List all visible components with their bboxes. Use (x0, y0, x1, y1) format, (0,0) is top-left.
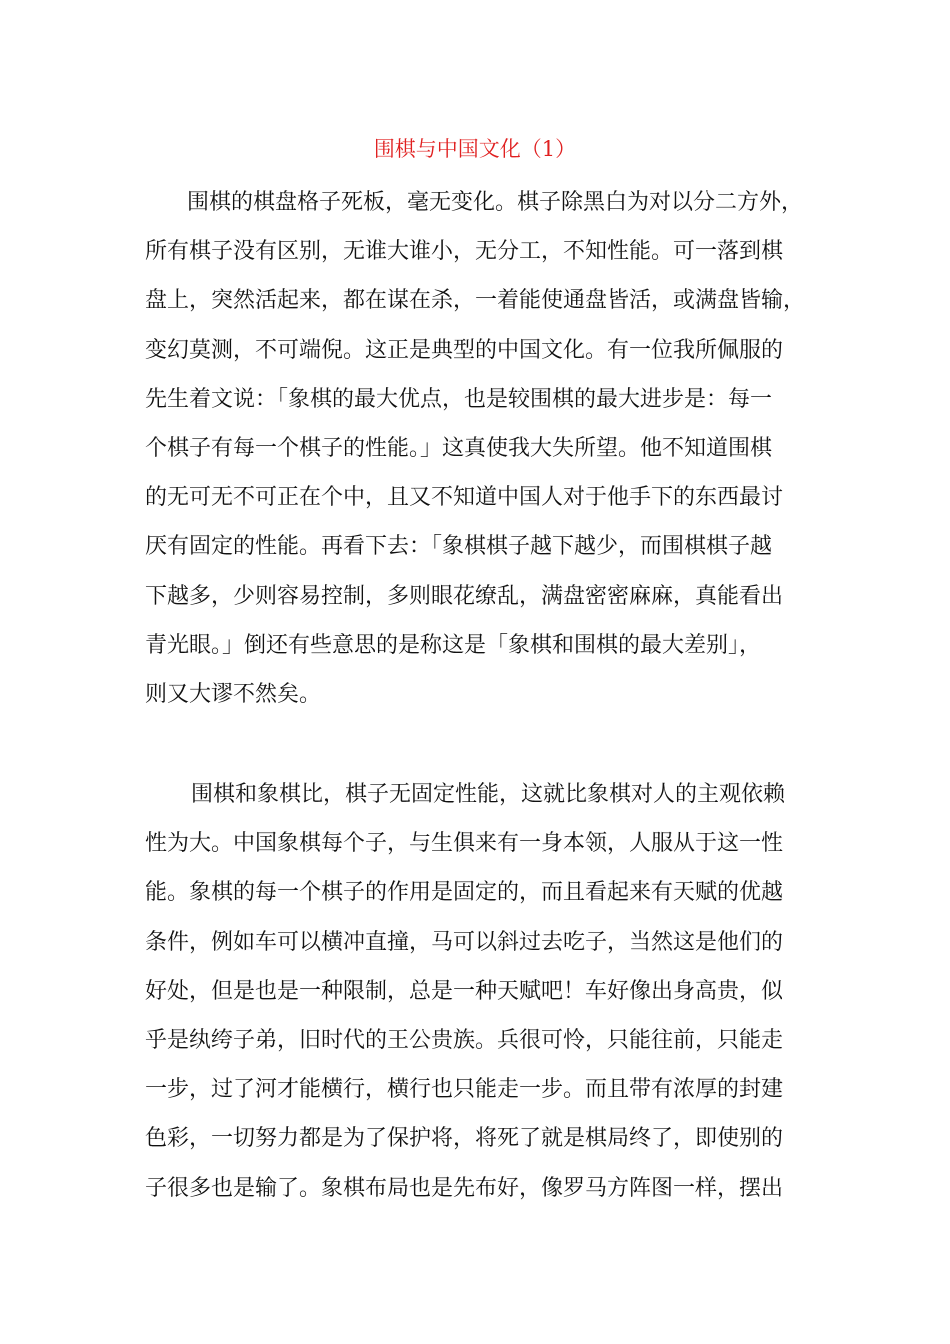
paragraph-2 (145, 770, 825, 1213)
paragraph-line: 好处，但是也是一种限制，总是一种天赋吧！车好像出身高贵，似 (145, 978, 784, 1004)
paragraph-line: 色彩，一切努力都是为了保护将，将死了就是棋局终了，即使别的 (145, 1126, 784, 1152)
paragraph-line: 青光眼。」倒还有些意思的是称这是「象棋和围棋的最大差别」， (145, 632, 762, 658)
paragraph-line: 的无可无不可正在个中，且又不知道中国人对于他手下的东西最讨 (145, 485, 784, 511)
paragraph-line: 性为大。中国象棋每个子，与生俱来有一身本领，人服从于这一性 (145, 831, 784, 857)
paragraph-line: 变幻莫测，不可端倪。这正是典型的中国文化。有一位我所佩服的 (145, 337, 784, 363)
paragraph-1 (145, 178, 825, 719)
paragraph-line: 厌有固定的性能。再看下去：「象棋棋子越下越少，而围棋棋子越 (145, 534, 773, 560)
paragraph-line: 子很多也是输了。象棋布局也是先布好，像罗马方阵图一样，摆出 (145, 1175, 784, 1201)
document-title: 围棋与中国文化（1） (373, 137, 577, 161)
paragraph-line: 下越多，少则容易控制，多则眼花缭乱，满盘密密麻麻，真能看出 (145, 583, 784, 609)
paragraph-line: 所有棋子没有区别，无谁大谁小，无分工，不知性能。可一落到棋 (145, 239, 784, 265)
paragraph-line: 围棋的棋盘格子死板，毫无变化。棋子除黑白为对以分二方外， (187, 190, 804, 215)
paragraph-line: 乎是纨绔子弟，旧时代的王公贵族。兵很可怜，只能往前，只能走 (145, 1027, 784, 1053)
paragraph-line: 则又大谬不然矣。 (145, 681, 322, 707)
paragraph-line: 条件，例如车可以横冲直撞，马可以斜过去吃子，当然这是他们的 (145, 929, 784, 955)
paragraph-line: 盘上，突然活起来，都在谋在杀，一着能使通盘皆活，或满盘皆输， (145, 288, 806, 314)
paragraph-line: 个棋子有每一个棋子的性能。」这真使我大失所望。他不知道围棋 (145, 435, 773, 461)
paragraph-line: 围棋和象棋比，棋子无固定性能，这就比象棋对人的主观依赖 (191, 782, 786, 807)
paragraph-line: 能。象棋的每一个棋子的作用是固定的，而且看起来有天赋的优越 (145, 880, 784, 906)
paragraph-line: 一步，过了河才能横行，横行也只能走一步。而且带有浓厚的封建 (145, 1077, 784, 1103)
paragraph-line: 先生着文说：「象棋的最大优点，也是较围棋的最大进步是：每一 (145, 386, 773, 412)
